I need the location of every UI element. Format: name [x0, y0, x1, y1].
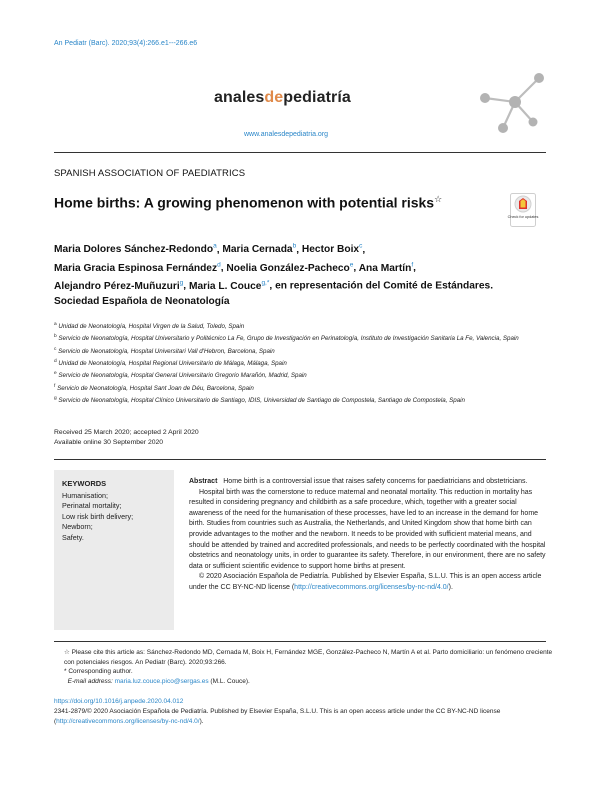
- logo-part-pediatria: pediatría: [283, 89, 351, 106]
- author-4[interactable]: Noelia González-Pacheco$^e$: [226, 261, 354, 274]
- issn-license: 2341-2879/© 2020 Asociación Española de Pediatría. Published by Elsevier España, S.L.U. This is an open access article under the CC BY-NC-ND license (http://creativecommons.org/licenses/by-nc-nd/4.0/).: [54, 708, 501, 725]
- abstract-label: Abstract: [189, 478, 218, 485]
- molecule-logo-icon: [477, 70, 547, 135]
- author-6[interactable]: Alejandro Pérez-Muñuzuri$^g$: [54, 279, 184, 292]
- journal-logo[interactable]: [214, 89, 351, 107]
- affiliation-item: $^f$ Servicio de Neonatología, Hospital Sant Joan de Déu, Barcelona, Spain: [54, 383, 254, 392]
- keyword-item: Safety.: [62, 532, 84, 542]
- journal-citation: An Pediatr (Barc). 2020;93(4):266.e1---266.e6: [54, 40, 198, 47]
- author-7[interactable]: Maria L. Couce$^{g,*}$: [188, 279, 270, 292]
- received-date: Received 25 March 2020; accepted 2 April 2020: [54, 429, 199, 436]
- affiliations: [54, 320, 554, 407]
- logo-part-de: de: [264, 89, 284, 106]
- affiliation-item: $^c$ Servicio de Neonatología, Hospital Universitari Vall d'Hebron, Barcelona, Spain: [54, 346, 275, 355]
- header-divider: [54, 152, 546, 153]
- affiliation-item: $^b$ Servicio de Neonatología, Hospital Universitario y Politécnico La Fe, Grupo de Investigación en Perinatología, Instituto de Investigación Sanitaria La Fe, Valencia, Spain: [54, 334, 519, 343]
- affiliation-item: $^g$ Servicio de Neonatología, Hospital Clínico Universitario de Santiago, IDIS, Universidad de Santiago de Compostela, Santiago de Compostela, Spain: [54, 396, 465, 405]
- license-link[interactable]: http://creativecommons.org/licenses/by-nc-nd/4.0/: [294, 583, 449, 591]
- author-1[interactable]: Maria Cernada$^b$: [222, 243, 297, 256]
- email-footnote: E-mail address: maria.luz.couce.pico@sergas.es (M.L. Couce).: [67, 677, 250, 685]
- badge-label: Check for updates: [507, 215, 539, 219]
- footnotes: [54, 648, 554, 686]
- author-3[interactable]: Maria Gracia Espinosa Fernández$^d$: [54, 261, 221, 274]
- article-title: [54, 190, 474, 213]
- corresponding-author-footnote: * Corresponding author.: [64, 668, 133, 675]
- doi-link[interactable]: https://doi.org/10.1016/j.anpede.2020.04.012: [54, 698, 184, 705]
- title-star-mark: ☆: [434, 194, 443, 204]
- issn-license-link[interactable]: http://creativecommons.org/licenses/by-nc-nd/4.0/: [56, 717, 200, 725]
- abstract-p1: Abstract Home birth is a controversial issue that raises safety concerns for paediatricians and obstetricians.: [189, 478, 528, 485]
- abstract-bottom-divider: [54, 641, 546, 642]
- online-date: Available online 30 September 2020: [54, 439, 164, 446]
- author-5[interactable]: Ana Martín$^f$: [358, 261, 414, 274]
- keyword-item: Newborn;: [62, 522, 93, 532]
- abstract: [189, 477, 549, 594]
- keyword-item: Low risk birth delivery;: [62, 511, 134, 521]
- affiliation-item: $^d$ Unidad de Neonatología, Hospital Regional Universitario de Málaga, Málaga, Spain: [54, 359, 287, 368]
- keywords-title: KEYWORDS: [62, 479, 107, 488]
- citation-footnote: ☆ Please cite this article as: Sánchez-Redondo MD, Cernada M, Boix H, Fernández MGE, González-Pacheco N, Martín A et al. Parto domiciliario: un fenómeno creciente con potenciales riesgos. An Pediatr (Barc). 2020;93:266.: [64, 649, 553, 666]
- logo-part-anales: anales: [214, 89, 265, 106]
- abstract-copyright: © 2020 Asociación Española de Pediatría. Published by Elsevier España, S.L.U. This is an open access article under the CC BY-NC-ND license (http://creativecommons.org/licenses/by-nc-nd/4.0/).: [189, 573, 542, 591]
- affiliation-item: $^a$ Unidad de Neonatología, Hospital Virgen de la Salud, Toledo, Spain: [54, 322, 245, 331]
- section-label: SPANISH ASSOCIATION OF PAEDIATRICS: [54, 168, 246, 179]
- article-dates: [54, 428, 199, 448]
- author-list: Maria Dolores Sánchez-Redondo$^a$, Maria Cernada$^b$, Hector Boix$^c$, Maria Gracia Espinosa Fernández$^d$, Noelia González-Pacheco$^e$, Ana Martín$^f$, Alejandro Pérez-Muñuzuri$^g$, Maria L. Couce$^{g,*}$, en representación del Comité de Estándares. Sociedad Española de Neonatología: [54, 243, 494, 307]
- author-0[interactable]: Maria Dolores Sánchez-Redondo$^a$: [54, 243, 217, 256]
- abstract-top-divider: [54, 459, 546, 460]
- keyword-item: Perinatal mortality;: [62, 501, 122, 511]
- affiliation-item: $^e$ Servicio de Neonatología, Hospital General Universitario Gregorio Marañón, Madrid, Spain: [54, 371, 307, 380]
- author-2[interactable]: Hector Boix$^c$: [301, 243, 363, 256]
- check-for-updates-badge[interactable]: [507, 193, 539, 227]
- abstract-p2: Hospital birth was the cornerstone to reduce maternal and neonatal mortality. This reduction in mortality has resulted in considering pregnancy and childbirth as a safe procedure, which, together with a greater social awareness of the need for the humanisation of these processes, have led to an increase in the demand for home birth. Studies from countries such as Australia, the Netherlands, and United Kingdom show that home birth can provide advantages to the mother and the newborn. It needs to be provided with sufficient material means, and should be attended by trained and accredited professionals, and needs to be perfectly coordinated with the hospital obstetrics and neonatology units, in order to guarantee its safety. Therefore, in our environment, there are no safety data or sufficient scientific evidence to support home births at present.: [189, 488, 546, 570]
- email-link[interactable]: maria.luz.couce.pico@sergas.es: [114, 677, 209, 685]
- article-title-text: Home births: A growing phenomenon with potential risks: [54, 194, 435, 211]
- keyword-item: Humanisation;: [62, 491, 108, 500]
- keywords-list: [62, 491, 162, 543]
- author-group: en representación del Comité de Estándares. Sociedad Española de Neonatología: [54, 280, 494, 307]
- journal-url-link[interactable]: www.analesdepediatria.org: [244, 131, 329, 138]
